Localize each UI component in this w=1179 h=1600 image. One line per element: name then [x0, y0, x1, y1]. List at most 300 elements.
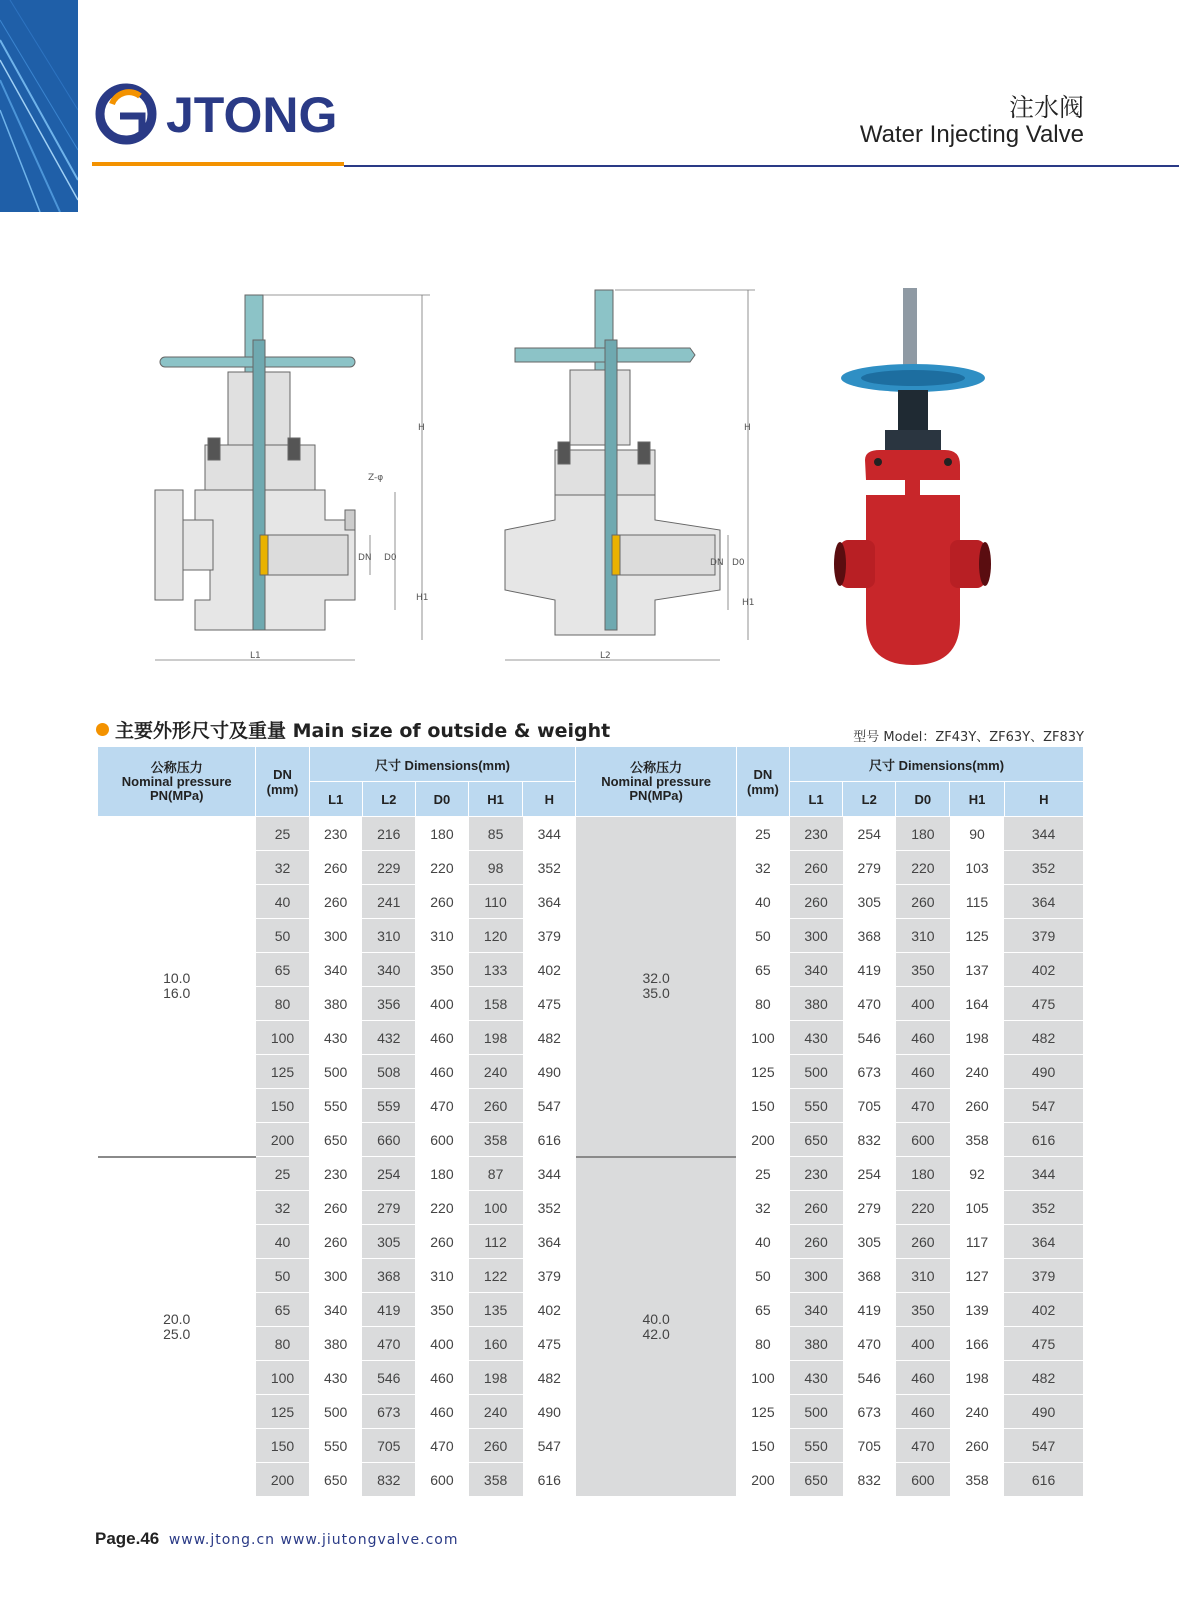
dimension-cell: 344 [523, 1157, 576, 1191]
dn-cell: 50 [736, 919, 789, 953]
dimension-cell: 460 [896, 1361, 950, 1395]
dimension-cell: 650 [790, 1463, 843, 1497]
dimension-cell: 356 [362, 987, 415, 1021]
dimension-cell: 352 [1004, 1191, 1083, 1225]
dimension-cell: 137 [950, 953, 1004, 987]
dimension-cell: 180 [415, 817, 468, 851]
dimension-cell: 310 [415, 1259, 468, 1293]
dimension-cell: 260 [309, 851, 362, 885]
dimension-cell: 547 [1004, 1089, 1083, 1123]
dn-cell: 200 [736, 1463, 789, 1497]
dimension-cell: 300 [790, 919, 843, 953]
pn-value: 10.0 [163, 970, 191, 987]
dimension-cell: 379 [523, 1259, 576, 1293]
dimension-cell: 402 [523, 953, 576, 987]
dimension-cell: 358 [950, 1123, 1004, 1157]
pn-left-cell [98, 1157, 256, 1497]
dn-cell: 40 [256, 885, 309, 919]
dimension-cell: 460 [896, 1021, 950, 1055]
dimensions-table [97, 747, 1083, 1497]
dn-cell: 40 [256, 1225, 309, 1259]
dn-cell: 100 [736, 1361, 789, 1395]
dimension-cell: 380 [309, 987, 362, 1021]
dimension-cell: 310 [415, 919, 468, 953]
dn-cell: 150 [256, 1089, 309, 1123]
dimension-cell: 470 [415, 1089, 468, 1123]
dn-cell: 25 [256, 817, 309, 851]
dimension-cell: 198 [950, 1361, 1004, 1395]
dimension-cell: 402 [523, 1293, 576, 1327]
dimension-cell: 705 [362, 1429, 415, 1463]
pn-right-cell [576, 1157, 736, 1497]
dimension-cell: 92 [950, 1157, 1004, 1191]
dimension-cell: 705 [843, 1429, 896, 1463]
dn-cell: 32 [736, 1191, 789, 1225]
dn-cell: 50 [256, 919, 309, 953]
dimension-cell: 117 [950, 1225, 1004, 1259]
dimension-cell: 470 [896, 1429, 950, 1463]
dimension-cell: 110 [469, 885, 523, 919]
dimension-cell: 220 [896, 1191, 950, 1225]
dimension-cell: 380 [309, 1327, 362, 1361]
pn-value: 42.0 [642, 1325, 670, 1342]
dimension-cell: 260 [469, 1429, 523, 1463]
dimension-cell: 260 [896, 885, 950, 919]
header-pn-unit: PN(MPa) [149, 787, 204, 803]
dimension-cell: 673 [362, 1395, 415, 1429]
dn-cell: 100 [256, 1021, 309, 1055]
dimension-cell: 475 [523, 1327, 576, 1361]
dimension-cell: 358 [469, 1123, 523, 1157]
column-header-right-h1: H1 [950, 782, 1004, 817]
dimension-cell: 430 [790, 1021, 843, 1055]
dimension-cell: 616 [1004, 1123, 1083, 1157]
dimension-cell: 600 [415, 1463, 468, 1497]
dimension-cell: 482 [1004, 1021, 1083, 1055]
dimension-cell: 254 [843, 817, 896, 851]
column-header-left-l2: L2 [362, 782, 415, 817]
dimension-cell: 490 [523, 1395, 576, 1429]
dimension-cell: 260 [309, 885, 362, 919]
dimension-cell: 230 [790, 817, 843, 851]
dn-cell: 125 [256, 1395, 309, 1429]
dn-cell: 150 [736, 1429, 789, 1463]
pn-value: 35.0 [642, 985, 670, 1002]
dimension-cell: 368 [843, 1259, 896, 1293]
dimension-cell: 260 [790, 885, 843, 919]
dimension-cell: 160 [469, 1327, 523, 1361]
dimension-cell: 260 [790, 1225, 843, 1259]
bullet-dot-icon [96, 723, 109, 736]
brand-logo [92, 74, 342, 158]
dim-label-h-2: H [744, 423, 751, 433]
pn-value: 25.0 [163, 1325, 191, 1342]
dimension-cell: 460 [896, 1055, 950, 1089]
dimension-cell: 546 [843, 1361, 896, 1395]
dimension-cell: 475 [523, 987, 576, 1021]
dimension-cell: 240 [469, 1055, 523, 1089]
dimension-cell: 460 [415, 1361, 468, 1395]
dimension-cell: 260 [790, 851, 843, 885]
corner-decoration [0, 0, 78, 212]
dimension-cell: 125 [950, 919, 1004, 953]
header-dimensions-left: 尺寸 Dimensions(mm) [309, 747, 576, 782]
dimension-cell: 460 [415, 1021, 468, 1055]
pn-value: 16.0 [163, 985, 191, 1002]
dimension-cell: 380 [790, 987, 843, 1021]
dimension-cell: 240 [469, 1395, 523, 1429]
dim-label-h1-2: H1 [742, 598, 755, 608]
dimension-cell: 120 [469, 919, 523, 953]
pn-value: 20.0 [163, 1310, 191, 1327]
dimension-cell: 100 [469, 1191, 523, 1225]
dimension-cell: 352 [1004, 851, 1083, 885]
dimension-cell: 500 [790, 1395, 843, 1429]
valve-photo [834, 288, 991, 665]
dimension-cell: 358 [950, 1463, 1004, 1497]
dimension-cell: 475 [1004, 1327, 1083, 1361]
valve-drawing-welded [505, 290, 720, 635]
dimension-cell: 482 [1004, 1361, 1083, 1395]
dimension-cell: 550 [790, 1429, 843, 1463]
dimension-cell: 87 [469, 1157, 523, 1191]
dn-cell: 32 [256, 851, 309, 885]
dimension-cell: 340 [790, 1293, 843, 1327]
dimension-cell: 135 [469, 1293, 523, 1327]
dn-cell: 80 [256, 987, 309, 1021]
dimension-cell: 368 [843, 919, 896, 953]
dimension-cell: 220 [415, 851, 468, 885]
dimension-cell: 358 [469, 1463, 523, 1497]
dimension-cell: 122 [469, 1259, 523, 1293]
dimension-cell: 300 [790, 1259, 843, 1293]
dimension-cell: 352 [523, 851, 576, 885]
dimension-cell: 600 [896, 1463, 950, 1497]
dimension-cell: 482 [523, 1361, 576, 1395]
dimension-cell: 550 [309, 1429, 362, 1463]
dimension-cell: 673 [843, 1395, 896, 1429]
footer-urls: www.jtong.cn www.jiutongvalve.com [168, 1532, 459, 1548]
dimension-cell: 180 [896, 1157, 950, 1191]
dimension-cell: 310 [362, 919, 415, 953]
dimension-cell: 310 [896, 1259, 950, 1293]
dim-label-dn-2: DN [710, 558, 724, 568]
header-dn-left [256, 747, 309, 817]
dimension-cell: 550 [790, 1089, 843, 1123]
dimension-cell: 98 [469, 851, 523, 885]
section-title-text: 主要外形尺寸及重量 Main size of outside & weight [115, 720, 611, 742]
dim-label-z: Z-φ [368, 473, 384, 483]
dimension-cell: 279 [362, 1191, 415, 1225]
pn-value: 32.0 [642, 970, 670, 987]
dn-cell: 32 [256, 1191, 309, 1225]
dimension-cell: 364 [523, 885, 576, 919]
dimension-cell: 470 [843, 1327, 896, 1361]
dimension-cell: 650 [309, 1463, 362, 1497]
dimension-cell: 350 [896, 953, 950, 987]
dimension-cell: 103 [950, 851, 1004, 885]
dn-cell: 25 [736, 1157, 789, 1191]
valve-figures [150, 280, 1030, 680]
dimension-cell: 547 [523, 1429, 576, 1463]
dimension-cell: 547 [523, 1089, 576, 1123]
dimension-cell: 241 [362, 885, 415, 919]
dimension-cell: 832 [362, 1463, 415, 1497]
column-header-right-l2: L2 [843, 782, 896, 817]
dimension-cell: 240 [950, 1055, 1004, 1089]
dn-cell: 50 [256, 1259, 309, 1293]
dimension-cell: 198 [469, 1361, 523, 1395]
dimension-cell: 379 [1004, 919, 1083, 953]
dimension-cell: 600 [896, 1123, 950, 1157]
dimension-cell: 650 [790, 1123, 843, 1157]
dimension-cell: 164 [950, 987, 1004, 1021]
valve-drawing-flanged [155, 295, 355, 630]
header-dn: DN [753, 766, 773, 782]
dimension-cell: 340 [309, 1293, 362, 1327]
logo-wordmark: JTONG [166, 87, 338, 143]
dimension-cell: 112 [469, 1225, 523, 1259]
dimension-cell: 660 [362, 1123, 415, 1157]
header-pn-en: Nominal pressure [121, 773, 232, 789]
dimension-cell: 90 [950, 817, 1004, 851]
dimension-cell: 133 [469, 953, 523, 987]
dimension-cell: 166 [950, 1327, 1004, 1361]
header-dn: DN [273, 766, 292, 782]
dn-cell: 150 [256, 1429, 309, 1463]
dimension-cell: 364 [1004, 885, 1083, 919]
header-dn-unit: (mm) [747, 781, 779, 797]
dimension-cell: 85 [469, 817, 523, 851]
header-pn-right [576, 747, 736, 817]
dimension-cell: 650 [309, 1123, 362, 1157]
dimension-cell: 260 [950, 1429, 1004, 1463]
dim-label-d0-2: D0 [732, 558, 745, 568]
dimension-cell: 475 [1004, 987, 1083, 1021]
dimension-cell: 220 [896, 851, 950, 885]
dimension-cell: 500 [790, 1055, 843, 1089]
dimension-cell: 490 [523, 1055, 576, 1089]
header-pn-cn: 公称压力 [150, 759, 203, 775]
dimension-cell: 260 [309, 1225, 362, 1259]
dimension-cell: 430 [790, 1361, 843, 1395]
dimension-cell: 105 [950, 1191, 1004, 1225]
dimension-cell: 600 [415, 1123, 468, 1157]
dimension-cell: 310 [896, 919, 950, 953]
dimension-cell: 368 [362, 1259, 415, 1293]
dimension-cell: 470 [843, 987, 896, 1021]
dimension-cell: 158 [469, 987, 523, 1021]
model-label: 型号 Model：ZF43Y、ZF63Y、ZF83Y [853, 730, 1084, 745]
dimension-cell: 482 [523, 1021, 576, 1055]
title-english: Water Injecting Valve [859, 121, 1084, 148]
dimension-cell: 260 [469, 1089, 523, 1123]
dimension-cell: 460 [415, 1055, 468, 1089]
dimension-cell: 364 [1004, 1225, 1083, 1259]
dn-cell: 125 [256, 1055, 309, 1089]
dimension-cell: 230 [309, 1157, 362, 1191]
column-header-left-d0: D0 [415, 782, 468, 817]
table-row [98, 1157, 1084, 1191]
column-header-right-d0: D0 [896, 782, 950, 817]
dimension-cell: 260 [415, 1225, 468, 1259]
dimension-cell: 300 [309, 1259, 362, 1293]
dimension-cell: 230 [790, 1157, 843, 1191]
logo-mark [100, 88, 152, 140]
dimension-cell: 198 [950, 1021, 1004, 1055]
dimension-cell: 470 [362, 1327, 415, 1361]
dimension-cell: 460 [415, 1395, 468, 1429]
dimension-cell: 832 [843, 1123, 896, 1157]
dn-cell: 125 [736, 1395, 789, 1429]
dimension-cell: 419 [843, 1293, 896, 1327]
dimension-cell: 260 [950, 1089, 1004, 1123]
dimension-cell: 379 [523, 919, 576, 953]
pn-left-cell [98, 817, 256, 1157]
table-row [98, 817, 1084, 851]
header-dimensions-right: 尺寸 Dimensions(mm) [790, 747, 1084, 782]
dimension-cell: 350 [415, 953, 468, 987]
column-header-right-h: H [1004, 782, 1083, 817]
column-header-right-l1: L1 [790, 782, 843, 817]
dimension-cell: 616 [1004, 1463, 1083, 1497]
dimension-cell: 127 [950, 1259, 1004, 1293]
dimension-cell: 344 [523, 817, 576, 851]
dn-cell: 100 [256, 1361, 309, 1395]
pn-value: 40.0 [642, 1310, 670, 1327]
dimension-cell: 305 [362, 1225, 415, 1259]
dimension-cell: 344 [1004, 1157, 1083, 1191]
dn-cell: 80 [736, 1327, 789, 1361]
dimension-cell: 380 [790, 1327, 843, 1361]
dn-cell: 50 [736, 1259, 789, 1293]
dimension-cell: 260 [790, 1191, 843, 1225]
dimension-cell: 616 [523, 1463, 576, 1497]
dimension-cell: 419 [843, 953, 896, 987]
dimension-cell: 490 [1004, 1055, 1083, 1089]
dimension-cell: 230 [309, 817, 362, 851]
dn-cell: 150 [736, 1089, 789, 1123]
dimension-cell: 705 [843, 1089, 896, 1123]
dim-label-l2: L2 [600, 651, 611, 661]
dn-cell: 65 [736, 1293, 789, 1327]
dimension-cell: 402 [1004, 1293, 1083, 1327]
section-title [96, 716, 610, 743]
dn-cell: 25 [736, 817, 789, 851]
dn-cell: 40 [736, 1225, 789, 1259]
dn-cell: 32 [736, 851, 789, 885]
dn-cell: 65 [256, 953, 309, 987]
dimension-cell: 254 [843, 1157, 896, 1191]
column-header-left-h1: H1 [469, 782, 523, 817]
dim-label-dn: DN [358, 553, 372, 563]
dimension-cell: 139 [950, 1293, 1004, 1327]
dimension-cell: 240 [950, 1395, 1004, 1429]
dn-cell: 40 [736, 885, 789, 919]
header-accent-line [92, 162, 344, 166]
dimension-cell: 430 [309, 1021, 362, 1055]
dn-cell: 200 [736, 1123, 789, 1157]
dimension-cell: 344 [1004, 817, 1083, 851]
dimension-cell: 419 [362, 1293, 415, 1327]
dimension-cell: 279 [843, 1191, 896, 1225]
dimension-cell: 340 [362, 953, 415, 987]
dn-cell: 100 [736, 1021, 789, 1055]
dimension-cell: 300 [309, 919, 362, 953]
dimension-cell: 216 [362, 817, 415, 851]
dimension-cell: 180 [415, 1157, 468, 1191]
dim-label-h: H [418, 423, 425, 433]
dimension-cell: 500 [309, 1395, 362, 1429]
dimension-cell: 229 [362, 851, 415, 885]
header-rule [344, 165, 1179, 167]
dimension-cell: 546 [843, 1021, 896, 1055]
header-pn-left [98, 747, 256, 817]
title-chinese: 注水阀 [1008, 93, 1084, 122]
dimension-cell: 340 [790, 953, 843, 987]
dimension-cell: 220 [415, 1191, 468, 1225]
dimension-cell: 279 [843, 851, 896, 885]
dimension-cell: 432 [362, 1021, 415, 1055]
dimension-cell: 460 [896, 1395, 950, 1429]
dimension-cell: 350 [896, 1293, 950, 1327]
dimension-cell: 305 [843, 1225, 896, 1259]
dn-cell: 80 [736, 987, 789, 1021]
pn-right-cell [576, 817, 736, 1157]
dimension-cell: 352 [523, 1191, 576, 1225]
dimension-cell: 340 [309, 953, 362, 987]
dimension-cell: 350 [415, 1293, 468, 1327]
dimension-cell: 470 [896, 1089, 950, 1123]
column-header-left-h: H [523, 782, 576, 817]
dn-cell: 65 [256, 1293, 309, 1327]
dimension-cell: 547 [1004, 1429, 1083, 1463]
dn-cell: 80 [256, 1327, 309, 1361]
dimension-cell: 508 [362, 1055, 415, 1089]
dn-cell: 25 [256, 1157, 309, 1191]
dimension-cell: 546 [362, 1361, 415, 1395]
dimension-cell: 400 [415, 987, 468, 1021]
dimension-cell: 254 [362, 1157, 415, 1191]
dimension-cell: 500 [309, 1055, 362, 1089]
dimension-cell: 550 [309, 1089, 362, 1123]
dimension-cell: 616 [523, 1123, 576, 1157]
dimension-cell: 470 [415, 1429, 468, 1463]
header-pn-en: Nominal pressure [601, 773, 712, 789]
footer [95, 1529, 459, 1549]
dimension-cell: 673 [843, 1055, 896, 1089]
dn-cell: 125 [736, 1055, 789, 1089]
dimension-cell: 400 [896, 1327, 950, 1361]
dimension-cell: 490 [1004, 1395, 1083, 1429]
dimension-cell: 260 [415, 885, 468, 919]
dimension-cell: 402 [1004, 953, 1083, 987]
dimension-cell: 260 [896, 1225, 950, 1259]
header-pn-unit: PN(MPa) [629, 787, 683, 803]
dn-cell: 65 [736, 953, 789, 987]
header-pn-cn: 公称压力 [630, 759, 683, 775]
dim-label-d0: D0 [384, 553, 397, 563]
dimension-cell: 832 [843, 1463, 896, 1497]
column-header-left-l1: L1 [309, 782, 362, 817]
dim-label-l1: L1 [250, 651, 261, 661]
dimension-cell: 379 [1004, 1259, 1083, 1293]
dimension-cell: 400 [415, 1327, 468, 1361]
dimension-cell: 400 [896, 987, 950, 1021]
dn-cell: 200 [256, 1463, 309, 1497]
dimension-cell: 559 [362, 1089, 415, 1123]
dimension-cell: 364 [523, 1225, 576, 1259]
